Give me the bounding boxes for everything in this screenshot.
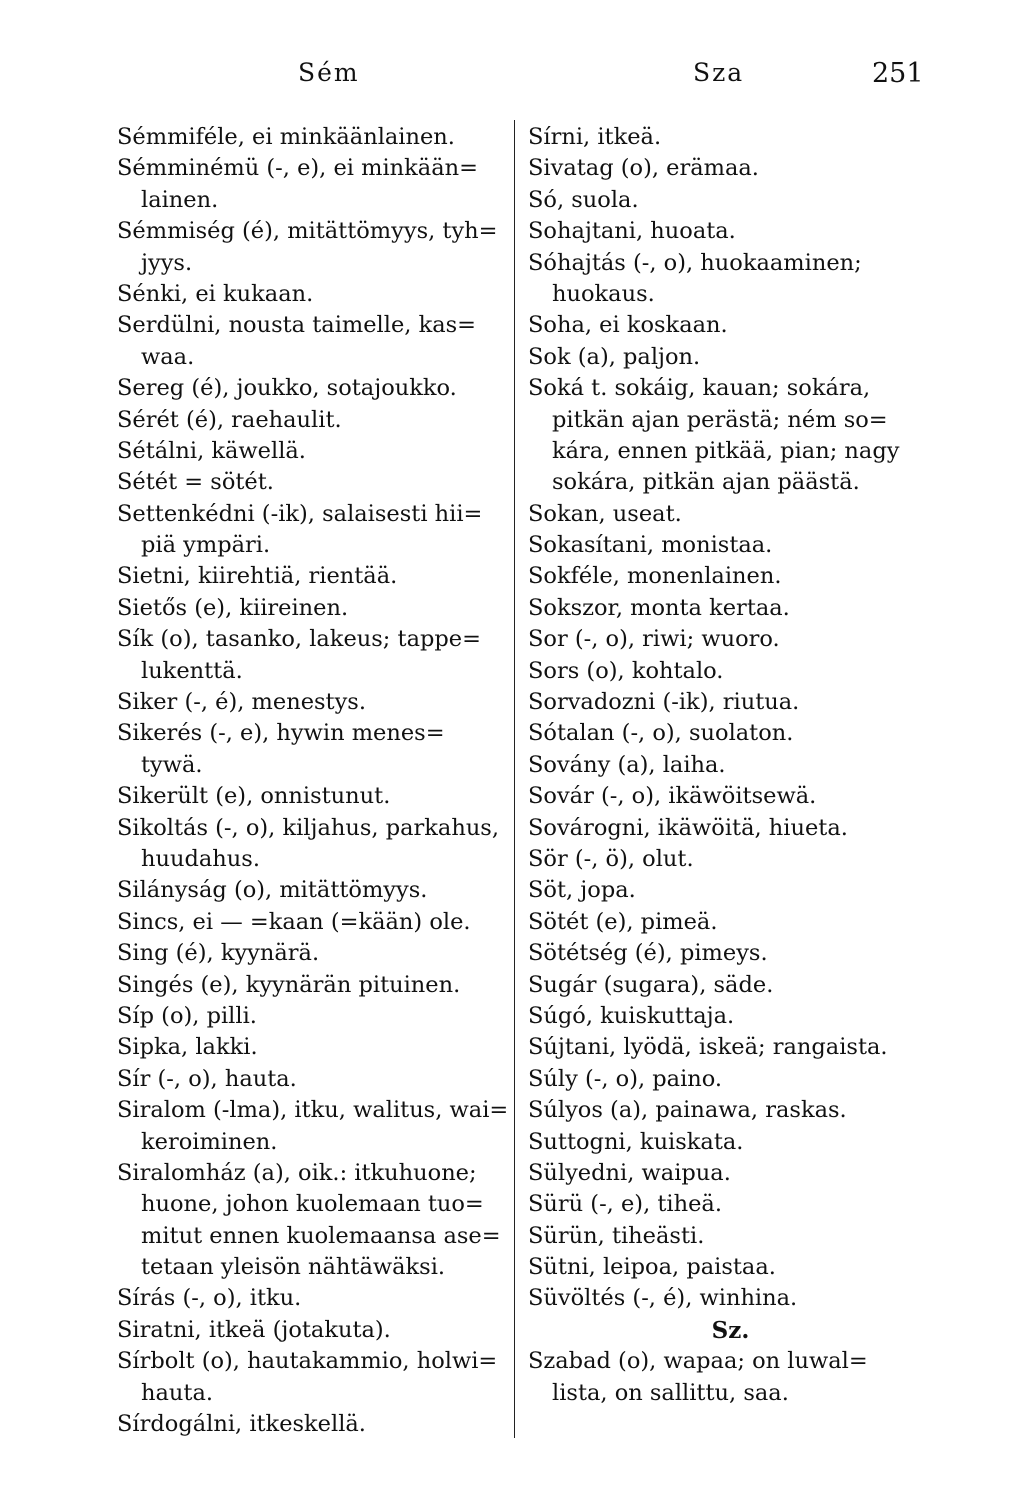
dictionary-entry-line: Sír (-, o), hauta. [117, 1065, 297, 1092]
dictionary-entry-line: Sötétség (é), pimeys. [528, 940, 768, 967]
dictionary-entry-line: Sovány (a), laiha. [528, 751, 726, 778]
dictionary-entry-line: Sing (é), kyynärä. [117, 940, 320, 967]
column-divider [514, 120, 515, 1438]
dictionary-entry-line: Sugár (sugara), säde. [528, 971, 774, 998]
dictionary-entry-line: Sótalan (-, o), suolaton. [528, 720, 794, 747]
dictionary-entry-line: pitkän ajan perästä; ném so= [552, 406, 888, 433]
dictionary-entry-line: waa. [141, 343, 195, 370]
dictionary-entry-line: Sietős (e), kiireinen. [117, 594, 349, 621]
dictionary-entry-line: sokára, pitkän ajan päästä. [552, 469, 860, 496]
dictionary-entry-line: piä ympäri. [141, 532, 271, 559]
dictionary-entry-line: Sovár (-, o), ikäwöitsewä. [528, 783, 817, 810]
dictionary-entry-line: kára, ennen pitkää, pian; nagy [552, 437, 900, 464]
dictionary-entry-line: tetaan yleisön nähtäwäksi. [141, 1254, 446, 1281]
dictionary-entry-line: Sürün, tiheästi. [528, 1222, 705, 1249]
dictionary-entry-line: keroiminen. [141, 1128, 278, 1155]
dictionary-entry-line: Siker (-, é), menestys. [117, 689, 367, 716]
dictionary-entry-line: Sírdogálni, itkeskellä. [117, 1411, 366, 1438]
dictionary-entry-line: Sietni, kiirehtiä, rientää. [117, 563, 398, 590]
dictionary-entry-line: Sírni, itkeä. [528, 124, 662, 150]
dictionary-entry-line: jyys. [141, 249, 193, 276]
dictionary-entry-line: Sohajtani, huoata. [528, 218, 736, 245]
dictionary-entry-line: Só, suola. [528, 186, 639, 213]
dictionary-entry-line: Síp (o), pilli. [117, 1002, 257, 1029]
dictionary-entry-line: Sokan, useat. [528, 500, 682, 527]
dictionary-entry-line: lainen. [141, 186, 219, 213]
dictionary-entry-line: Silányság (o), mitättömyys. [117, 877, 428, 904]
dictionary-entry-line: Sikerés (-, e), hywin menes= [117, 720, 445, 747]
dictionary-entry-line: huone, johon kuolemaan tuo= [141, 1191, 484, 1218]
running-head-right: Sza [693, 58, 745, 87]
dictionary-entry-line: Sürü (-, e), tiheä. [528, 1191, 722, 1218]
dictionary-entry-line: Sör (-, ö), olut. [528, 845, 694, 872]
dictionary-entry-line: Sóhajtás (-, o), huokaaminen; [528, 249, 862, 276]
dictionary-entry-line: Sovárogni, ikäwöitä, hiueta. [528, 814, 848, 841]
dictionary-entry-line: Sétét = sötét. [117, 469, 274, 496]
dictionary-entry-line: Serdülni, nousta taimelle, kas= [117, 312, 477, 339]
dictionary-entry-line: Sors (o), kohtalo. [528, 657, 724, 684]
dictionary-entry-line: Sírás (-, o), itku. [117, 1285, 302, 1312]
dictionary-entry-line: Sikerült (e), onnistunut. [117, 783, 391, 810]
dictionary-entry-line: Siratni, itkeä (jotakuta). [117, 1316, 391, 1343]
section-heading: Sz. [711, 1316, 750, 1344]
dictionary-entry-line: lista, on sallittu, saa. [552, 1379, 789, 1406]
page-number: 251 [872, 58, 924, 89]
dictionary-entry-line: Sütni, leipoa, paistaa. [528, 1254, 776, 1281]
dictionary-entry-line: Sénki, ei kukaan. [117, 280, 314, 307]
dictionary-entry-line: Súgó, kuiskuttaja. [528, 1002, 735, 1029]
dictionary-entry-line: Sokasítani, monistaa. [528, 532, 773, 559]
dictionary-entry-line: Sipka, lakki. [117, 1034, 258, 1061]
dictionary-entry-line: Settenkédni (-ik), salaisesti hii= [117, 500, 483, 527]
dictionary-entry-line: huokaus. [552, 280, 655, 307]
dictionary-entry-line: Sík (o), tasanko, lakeus; tappe= [117, 626, 481, 653]
dictionary-entry-line: Sötét (e), pimeä. [528, 908, 718, 935]
dictionary-entry-line: Söt, jopa. [528, 877, 636, 904]
dictionary-entry-line: Sor (-, o), riwi; wuoro. [528, 626, 780, 653]
dictionary-entry-line: Sújtani, lyödä, iskeä; rangaista. [528, 1034, 888, 1061]
dictionary-entry-line: lukenttä. [141, 657, 243, 684]
dictionary-entry-line: Soká t. sokáig, kauan; sokára, [528, 375, 871, 402]
left-column [117, 122, 512, 1440]
dictionary-entry-line: huudahus. [141, 845, 260, 872]
dictionary-entry-line: Sétálni, käwellä. [117, 437, 306, 464]
dictionary-entry-line: Sokszor, monta kertaa. [528, 594, 790, 621]
dictionary-entry-line: Sikoltás (-, o), kiljahus, parkahus, [117, 814, 500, 841]
dictionary-entry-line: mitut ennen kuolemaansa ase= [141, 1222, 501, 1249]
dictionary-entry-line: Sémmiféle, ei minkäänlainen. [117, 124, 455, 150]
dictionary-entry-line: Sérét (é), raehaulit. [117, 406, 342, 433]
dictionary-entry-line: Sereg (é), joukko, sotajoukko. [117, 375, 457, 402]
dictionary-entry-line: hauta. [141, 1379, 214, 1406]
dictionary-entry-line: Sémminémü (-, e), ei minkään= [117, 155, 478, 182]
dictionary-entry-line: Sülyedni, waipua. [528, 1159, 731, 1186]
dictionary-entry-line: Sírbolt (o), hautakammio, holwi= [117, 1348, 498, 1375]
right-column [528, 122, 933, 1409]
dictionary-entry-line: Sincs, ei — =kaan (=kään) ole. [117, 908, 471, 935]
dictionary-entry-line: Sémmiség (é), mitättömyys, tyh= [117, 218, 498, 245]
dictionary-entry-line: Súly (-, o), paino. [528, 1065, 723, 1092]
dictionary-entry-line: Süvöltés (-, é), winhina. [528, 1285, 798, 1312]
dictionary-entry-line: Súlyos (a), painawa, raskas. [528, 1097, 847, 1124]
dictionary-entry-line: Suttogni, kuiskata. [528, 1128, 744, 1155]
dictionary-entry-line: tywä. [141, 751, 203, 778]
dictionary-entry-line: Sok (a), paljon. [528, 343, 701, 370]
dictionary-entry-line: Sokféle, monenlainen. [528, 563, 782, 590]
dictionary-entry-line: Soha, ei koskaan. [528, 312, 728, 339]
dictionary-entry-line: Sivatag (o), erämaa. [528, 155, 759, 182]
dictionary-entry-line: Siralomház (a), oik.: itkuhuone; [117, 1159, 477, 1186]
dictionary-entry-line: Sorvadozni (-ik), riutua. [528, 689, 800, 716]
running-head-left: Sém [298, 58, 360, 87]
page-header [0, 58, 1024, 98]
dictionary-entry-line: Singés (e), kyynärän pituinen. [117, 971, 461, 998]
dictionary-entry-line: Siralom (-lma), itku, walitus, wai= [117, 1097, 509, 1124]
dictionary-entry-line: Szabad (o), wapaa; on luwal= [528, 1348, 868, 1375]
